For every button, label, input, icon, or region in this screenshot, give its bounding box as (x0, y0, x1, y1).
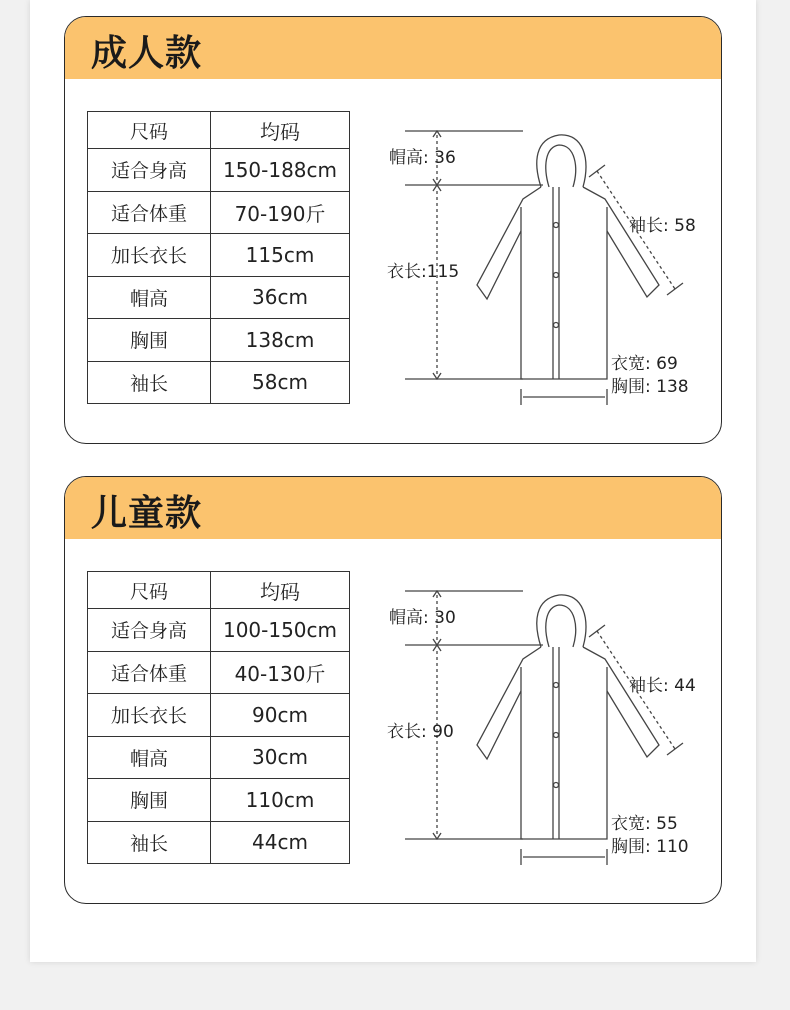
table-cell-label: 胸围 (88, 319, 211, 362)
body-length-label: 衣长:115 (387, 262, 460, 282)
table-header-cell: 尺码 (88, 572, 211, 609)
table-cell-value: 115cm (211, 234, 350, 277)
table-row (88, 651, 350, 694)
table-cell-value: 36cm (211, 276, 350, 319)
table-cell-label: 胸围 (88, 779, 211, 822)
table-cell-label: 袖长 (88, 361, 211, 404)
sleeve-length-label: 袖长: 44 (629, 676, 696, 696)
table-row (88, 319, 350, 362)
table-row (88, 234, 350, 277)
raincoat-diagram (383, 567, 719, 877)
table-cell-label: 适合体重 (88, 651, 211, 694)
table-cell-label: 袖长 (88, 821, 211, 864)
table-row (88, 736, 350, 779)
chest-label: 胸围: 110 (611, 837, 689, 857)
table-row (88, 609, 350, 652)
table-cell-value: 30cm (211, 736, 350, 779)
table-cell-value: 40-130斤 (211, 651, 350, 694)
width-label: 衣宽: 55 (611, 814, 678, 834)
table-row (88, 191, 350, 234)
hood-height-label: 帽高: 36 (389, 148, 456, 168)
table-cell-value: 100-150cm (211, 609, 350, 652)
size-table (87, 111, 350, 404)
table-cell-value: 110cm (211, 779, 350, 822)
sleeve-length-label: 袖长: 58 (629, 216, 696, 236)
size-table (87, 571, 350, 864)
table-cell-value: 138cm (211, 319, 350, 362)
table-cell-label: 帽高 (88, 276, 211, 319)
width-label: 衣宽: 69 (611, 354, 678, 374)
table-row (88, 276, 350, 319)
table-row (88, 694, 350, 737)
table-cell-value: 70-190斤 (211, 191, 350, 234)
table-header-cell: 尺码 (88, 112, 211, 149)
table-cell-label: 加长衣长 (88, 234, 211, 277)
table-cell-label: 加长衣长 (88, 694, 211, 737)
card-title: 儿童款 (91, 493, 203, 534)
card-title: 成人款 (91, 33, 203, 74)
hood-height-label: 帽高: 30 (389, 608, 456, 628)
table-cell-value: 58cm (211, 361, 350, 404)
child-size-card (64, 476, 722, 904)
table-cell-label: 适合身高 (88, 149, 211, 192)
table-header-cell: 均码 (211, 572, 350, 609)
raincoat-diagram (383, 107, 719, 417)
table-row (88, 149, 350, 192)
adult-size-card (64, 16, 722, 444)
table-cell-value: 90cm (211, 694, 350, 737)
card-header (65, 477, 721, 539)
table-cell-label: 帽高 (88, 736, 211, 779)
table-header-row (88, 112, 350, 149)
table-cell-value: 44cm (211, 821, 350, 864)
table-header-row (88, 572, 350, 609)
table-cell-label: 适合身高 (88, 609, 211, 652)
chest-label: 胸围: 138 (611, 377, 689, 397)
table-cell-label: 适合体重 (88, 191, 211, 234)
card-header (65, 17, 721, 79)
table-header-cell: 均码 (211, 112, 350, 149)
body-length-label: 衣长: 90 (387, 722, 454, 742)
table-row (88, 361, 350, 404)
table-row (88, 779, 350, 822)
table-cell-value: 150-188cm (211, 149, 350, 192)
table-row (88, 821, 350, 864)
